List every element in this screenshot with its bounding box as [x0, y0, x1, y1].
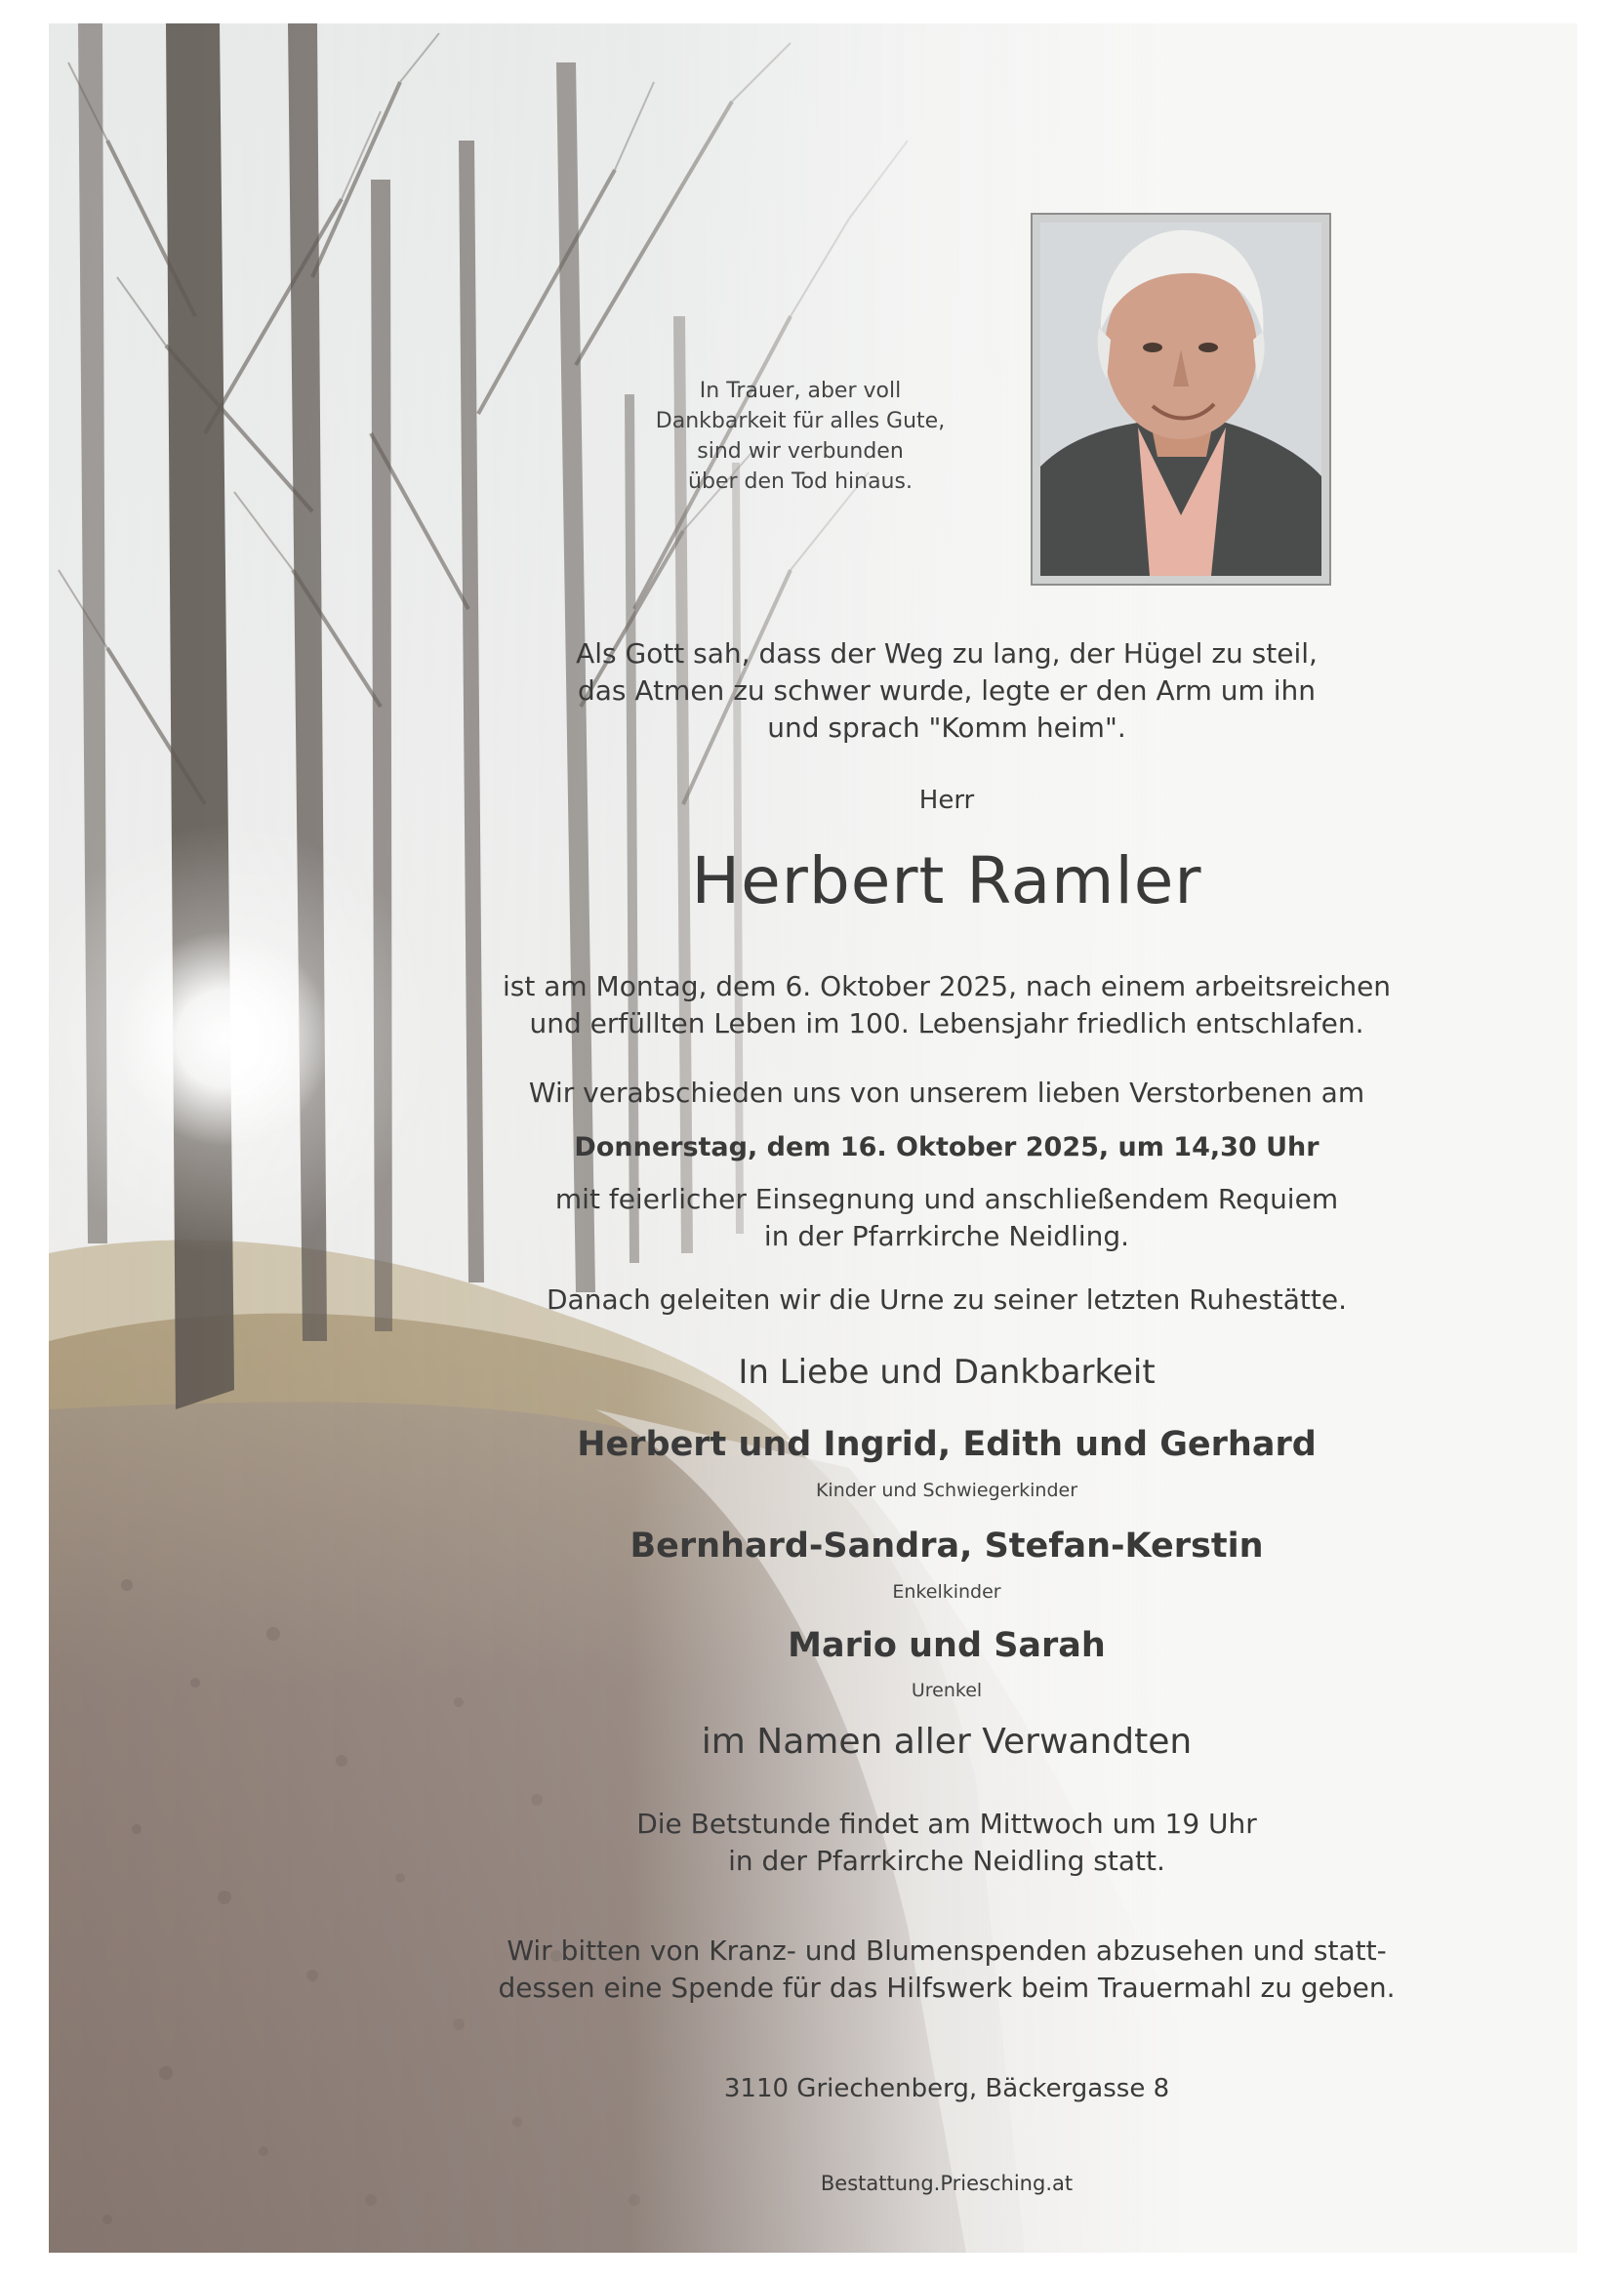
death-notice-line: und erfüllten Leben im 100. Lebensjahr friedlich entschlafen.: [529, 1007, 1364, 1039]
quote-line: sind wir verbunden: [697, 439, 904, 464]
mourner-names: Herbert und Ingrid, Edith und Gerhard: [577, 1425, 1317, 1464]
mourning-quote: [656, 376, 945, 497]
ceremony-date: Donnerstag, dem 16. Oktober 2025, um 14,30 Uhr: [574, 1132, 1320, 1162]
relatives-line: im Namen aller Verwandten: [701, 1722, 1193, 1762]
quote-line: Dankbarkeit für alles Gute,: [655, 409, 946, 433]
prayer-line: in der Pfarrkirche Neidling statt.: [728, 1845, 1165, 1877]
mourner-names: Mario und Sarah: [788, 1626, 1106, 1665]
ceremony-line: in der Pfarrkirche Neidling.: [763, 1220, 1130, 1252]
mourner-relation: Enkelkinder: [892, 1581, 1001, 1603]
donation-line: Wir bitten von Kranz- und Blumenspenden abzusehen und statt-: [507, 1934, 1387, 1967]
mourner-relation: Kinder und Schwiegerkinder: [815, 1480, 1078, 1501]
farewell-intro: Wir verabschieden uns von unserem lieben Verstorbenen am: [528, 1077, 1365, 1109]
quote-line: In Trauer, aber voll: [699, 379, 902, 403]
obituary-card: [49, 23, 1577, 2253]
ceremony-details: [555, 1181, 1338, 1255]
address: 3110 Griechenberg, Bäckergasse 8: [723, 2074, 1170, 2103]
death-notice-line: ist am Montag, dem 6. Oktober 2025, nach einem arbeitsreichen: [502, 970, 1392, 1002]
urn-note: Danach geleiten wir die Urne zu seiner letzten Ruhestätte.: [546, 1283, 1348, 1316]
mourner-relation: Urenkel: [911, 1680, 983, 1701]
donation-line: dessen eine Spende für das Hilfswerk beim Trauermahl zu geben.: [498, 1972, 1396, 2004]
closing-phrase: In Liebe und Dankbarkeit: [738, 1353, 1156, 1392]
prayer-hour: [636, 1806, 1257, 1880]
poem-line: das Atmen zu schwer wurde, legte er den Arm um ihn: [577, 674, 1316, 707]
poem-line: Als Gott sah, dass der Weg zu lang, der Hügel zu steil,: [576, 637, 1318, 670]
mourner-names: Bernhard-Sandra, Stefan-Kerstin: [629, 1527, 1264, 1566]
obituary-text: [49, 23, 1577, 2253]
donation-request: [498, 1933, 1395, 2007]
poem-line: und sprach "Komm heim".: [767, 712, 1126, 744]
salutation: Herr: [918, 786, 975, 815]
death-notice: [503, 968, 1391, 1042]
ceremony-line: mit feierlicher Einsegnung und anschließendem Requiem: [554, 1183, 1339, 1215]
poem: [576, 635, 1318, 747]
quote-line: über den Tod hinaus.: [688, 469, 913, 494]
deceased-name: Herbert Ramler: [691, 843, 1202, 918]
prayer-line: Die Betstunde findet am Mittwoch um 19 Uhr: [636, 1808, 1257, 1840]
funeral-home-website[interactable]: Bestattung.Priesching.at: [820, 2172, 1074, 2195]
